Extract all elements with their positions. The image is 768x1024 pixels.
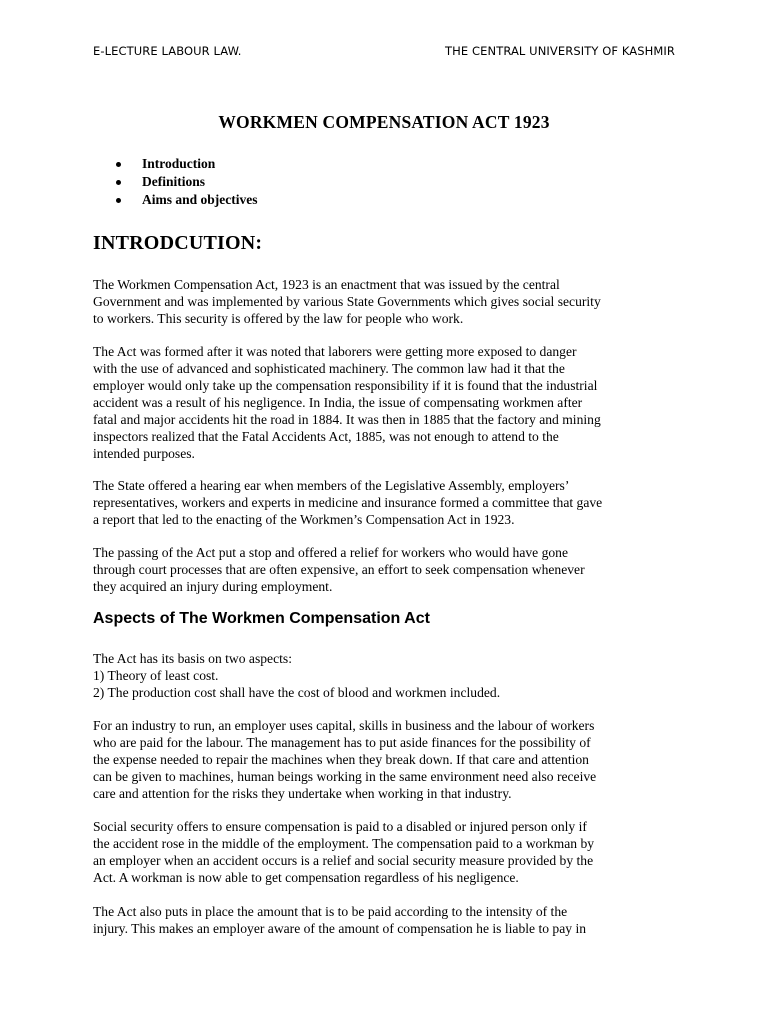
text-line: to workers. This security is offered by the law for people who work.: [93, 311, 464, 326]
bullet-icon: [116, 198, 121, 203]
introduction-paragraph: [93, 343, 683, 462]
text-line: Social security offers to ensure compensation is paid to a disabled or injured person only if: [93, 819, 587, 834]
text-line: The Act also puts in place the amount that is to be paid according to the intensity of the: [93, 904, 568, 919]
text-line: through court processes that are often expensive, an effort to seek compensation whenever: [93, 562, 585, 577]
topic-list-item: [113, 191, 258, 209]
text-line: with the use of advanced and sophisticated machinery. The common law had it that the: [93, 361, 565, 376]
text-line: the expense needed to repair the machines when they break down. If that care and attention: [93, 752, 589, 767]
introduction-paragraph: [93, 276, 683, 327]
header-university-label: THE CENTRAL UNIVERSITY OF KASHMIR: [445, 44, 675, 58]
introduction-heading: INTRODCUTION:: [93, 232, 263, 254]
text-line: injury. This makes an employer aware of the amount of compensation he is liable to pay in: [93, 921, 587, 936]
text-line: The Workmen Compensation Act, 1923 is an enactment that was issued by the central: [93, 277, 560, 292]
text-line: 2) The production cost shall have the cost of blood and workmen included.: [93, 685, 501, 700]
text-line: care and attention for the risks they undertake when working in that industry.: [93, 786, 512, 801]
header-course-label: E-LECTURE LABOUR LAW.: [93, 44, 242, 58]
topic-list-item: [113, 173, 258, 191]
text-line: The State offered a hearing ear when members of the Legislative Assembly, employers’: [93, 478, 570, 493]
text-line: who are paid for the labour. The management has to put aside finances for the possibility of: [93, 735, 591, 750]
topic-list: [113, 155, 258, 209]
text-line: inspectors realized that the Fatal Accidents Act, 1885, was not enough to attend to the: [93, 429, 559, 444]
introduction-paragraph: [93, 477, 683, 528]
bullet-icon: [116, 180, 121, 185]
bullet-icon: [116, 162, 121, 167]
text-line: the accident rose in the middle of the employment. The compensation paid to a workman by: [93, 836, 595, 851]
text-line: 1) Theory of least cost.: [93, 668, 219, 683]
aspects-paragraph: [93, 903, 683, 937]
text-line: Act. A workman is now able to get compensation regardless of his negligence.: [93, 870, 519, 885]
text-line: The Act has its basis on two aspects:: [93, 651, 292, 666]
topic-label: Aims and objectives: [142, 192, 258, 207]
page-header: [93, 44, 675, 58]
document-title: WORKMEN COMPENSATION ACT 1923: [218, 112, 550, 132]
text-line: employer would only take up the compensation responsibility if it is found that the industrial: [93, 378, 598, 393]
text-line: they acquired an injury during employment.: [93, 579, 333, 594]
aspects-heading: Aspects of The Workmen Compensation Act: [93, 610, 430, 627]
topic-label: Definitions: [142, 174, 206, 189]
text-line: The passing of the Act put a stop and offered a relief for workers who would have gone: [93, 545, 569, 560]
text-line: For an industry to run, an employer uses capital, skills in business and the labour of workers: [93, 718, 595, 733]
text-line: intended purposes.: [93, 446, 195, 461]
text-line: The Act was formed after it was noted that laborers were getting more exposed to danger: [93, 344, 577, 359]
aspects-paragraph: [93, 818, 683, 886]
text-line: an employer when an accident occurs is a relief and social security measure provided by the: [93, 853, 594, 868]
text-line: representatives, workers and experts in medicine and insurance formed a committee that gave: [93, 495, 603, 510]
text-line: accident was a result of his negligence. In India, the issue of compensating workmen after: [93, 395, 583, 410]
text-line: fatal and major accidents hit the road in 1884. It was then in 1885 that the factory and mining: [93, 412, 601, 427]
topic-list-item: [113, 155, 258, 173]
aspects-paragraph: [93, 717, 683, 802]
aspects-paragraph: [93, 650, 683, 701]
introduction-paragraph: [93, 544, 683, 595]
text-line: Government and was implemented by various State Governments which gives social security: [93, 294, 601, 309]
text-line: a report that led to the enacting of the Workmen’s Compensation Act in 1923.: [93, 512, 515, 527]
text-line: can be given to machines, human beings working in the same environment need also receive: [93, 769, 597, 784]
topic-label: Introduction: [142, 156, 216, 171]
